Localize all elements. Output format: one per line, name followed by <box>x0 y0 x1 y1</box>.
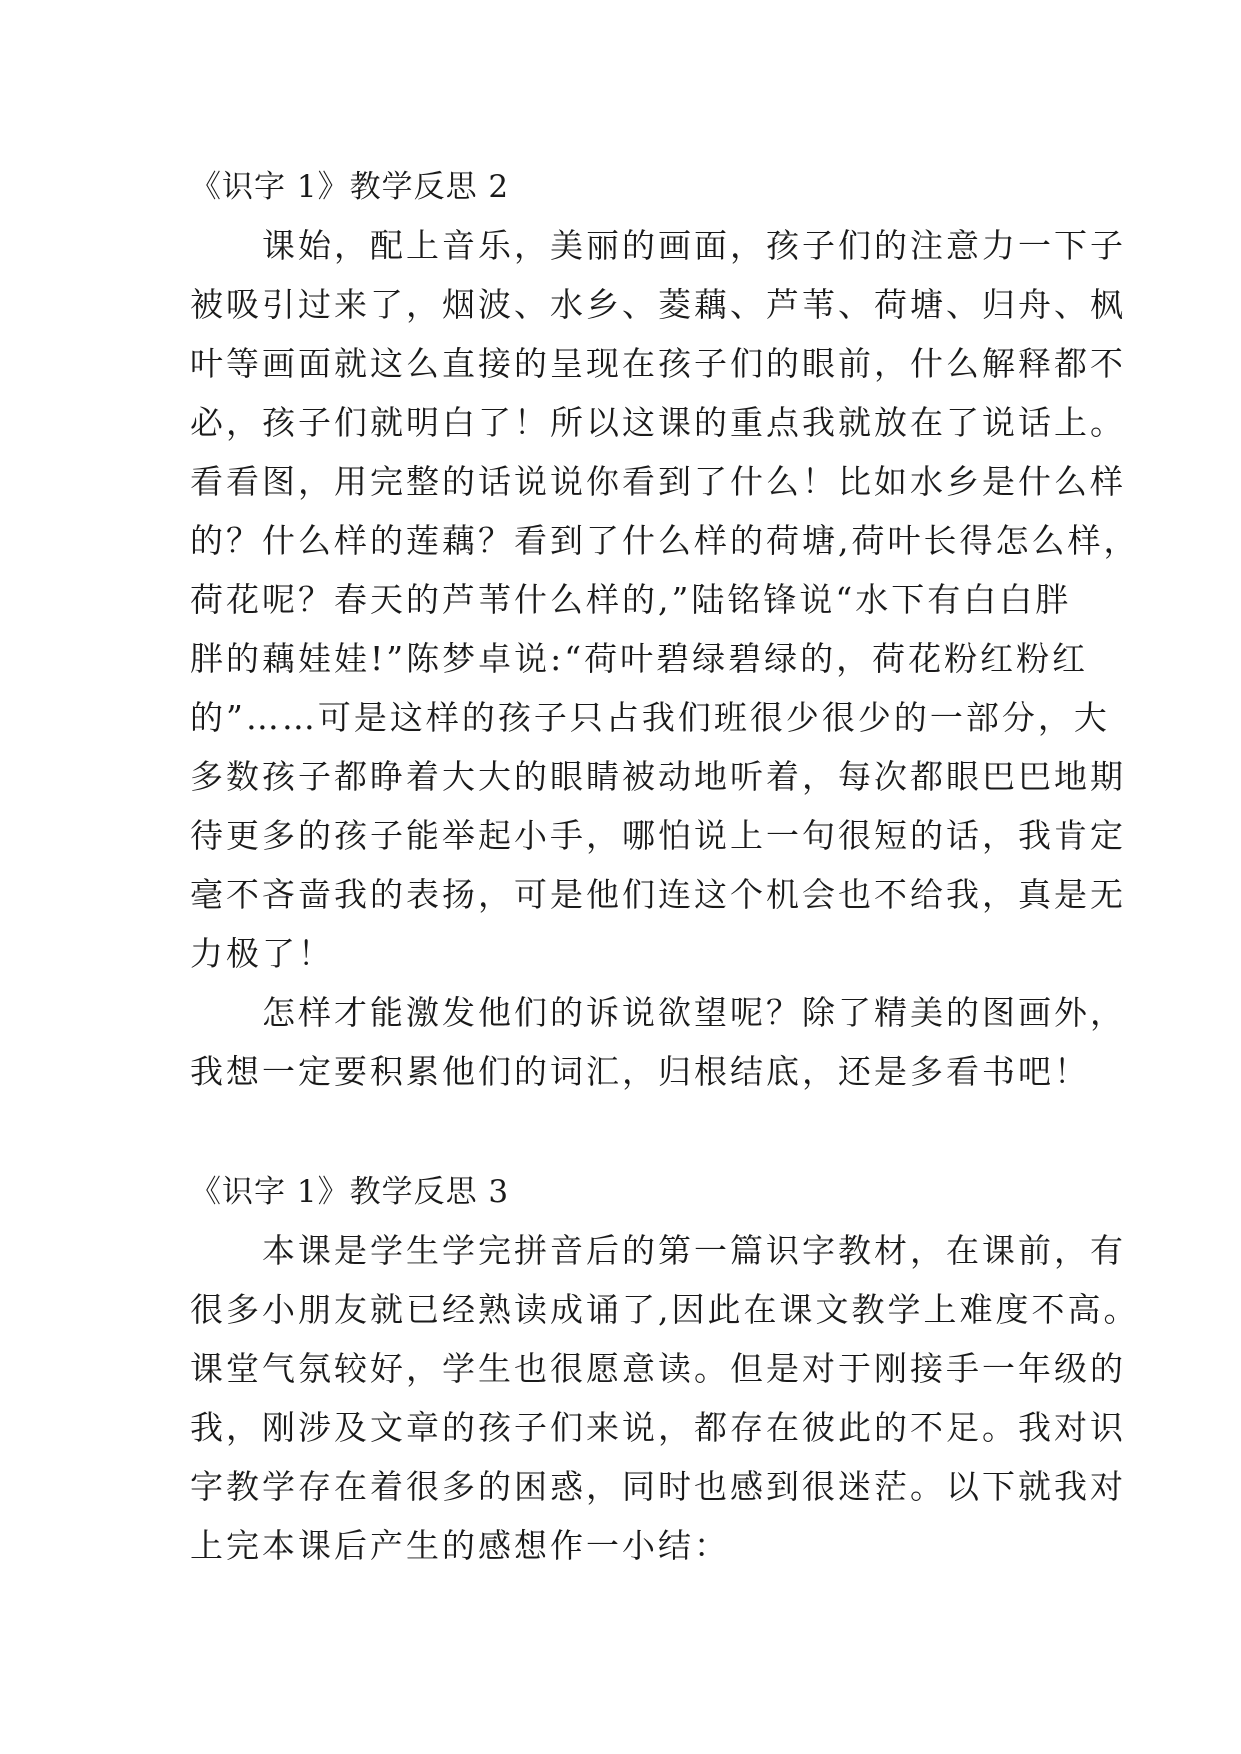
text-line: 的？什么样的莲藕？看到了什么样的荷塘,荷叶长得怎么样， <box>190 521 1140 560</box>
text-line: 看看图，用完整的话说说你看到了什么！比如水乡是什么样 <box>190 462 1126 501</box>
paragraph <box>190 216 1140 983</box>
text-line: 字教学存在着很多的困惑，同时也感到很迷茫。以下就我对 <box>190 1467 1126 1506</box>
text-line: 我想一定要积累他们的词汇，归根结底，还是多看书吧！ <box>190 1052 1090 1091</box>
section-title: 《识字 1》教学反思 3 <box>190 1174 510 1210</box>
text-line: 很多小朋友就已经熟读成诵了,因此在课文教学上难度不高。 <box>190 1290 1140 1329</box>
section-spacer <box>190 1101 1070 1163</box>
text-line: 我，刚涉及文章的孩子们来说，都存在彼此的不足。我对识 <box>190 1408 1126 1447</box>
text-line: 被吸引过来了，烟波、水乡、菱藕、芦苇、荷塘、归舟、枫 <box>190 285 1126 324</box>
text-line: 荷花呢？春天的芦苇什么样的,”陆铭锋说“水下有白白胖 <box>190 580 1072 619</box>
paragraph <box>190 983 1126 1101</box>
section-reflection-2 <box>190 158 1140 1101</box>
text-line: 叶等画面就这么直接的呈现在孩子们的眼前，什么解释都不 <box>190 344 1126 383</box>
document-body <box>190 158 1140 1575</box>
text-line: 课堂气氛较好，学生也很愿意读。但是对于刚接手一年级的 <box>190 1349 1126 1388</box>
text-line: 多数孩子都睁着大大的眼睛被动地听着，每次都眼巴巴地期 <box>190 757 1126 796</box>
text-line: 毫不吝啬我的表扬，可是他们连这个机会也不给我，真是无 <box>190 875 1126 914</box>
paragraph <box>190 1221 1140 1575</box>
text-line: 本课是学生学完拼音后的第一篇识字教材，在课前，有 <box>190 1231 1126 1270</box>
text-line: 胖的藕娃娃!”陈梦卓说:“荷叶碧绿碧绿的，荷花粉红粉红 <box>190 639 1089 678</box>
text-line: 上完本课后产生的感想作一小结： <box>190 1526 730 1565</box>
text-line: 的”……可是这样的孩子只占我们班很少很少的一部分，大 <box>190 698 1110 737</box>
text-line: 怎样才能激发他们的诉说欲望呢？除了精美的图画外， <box>190 993 1126 1032</box>
text-line: 课始，配上音乐，美丽的画面，孩子们的注意力一下子 <box>190 226 1126 265</box>
section-title: 《识字 1》教学反思 2 <box>190 169 510 205</box>
text-line: 待更多的孩子能举起小手，哪怕说上一句很短的话，我肯定 <box>190 816 1126 855</box>
section-reflection-3 <box>190 1163 1140 1575</box>
text-line: 必，孩子们就明白了！所以这课的重点我就放在了说话上。 <box>190 403 1126 442</box>
text-line: 力极了！ <box>190 934 334 973</box>
